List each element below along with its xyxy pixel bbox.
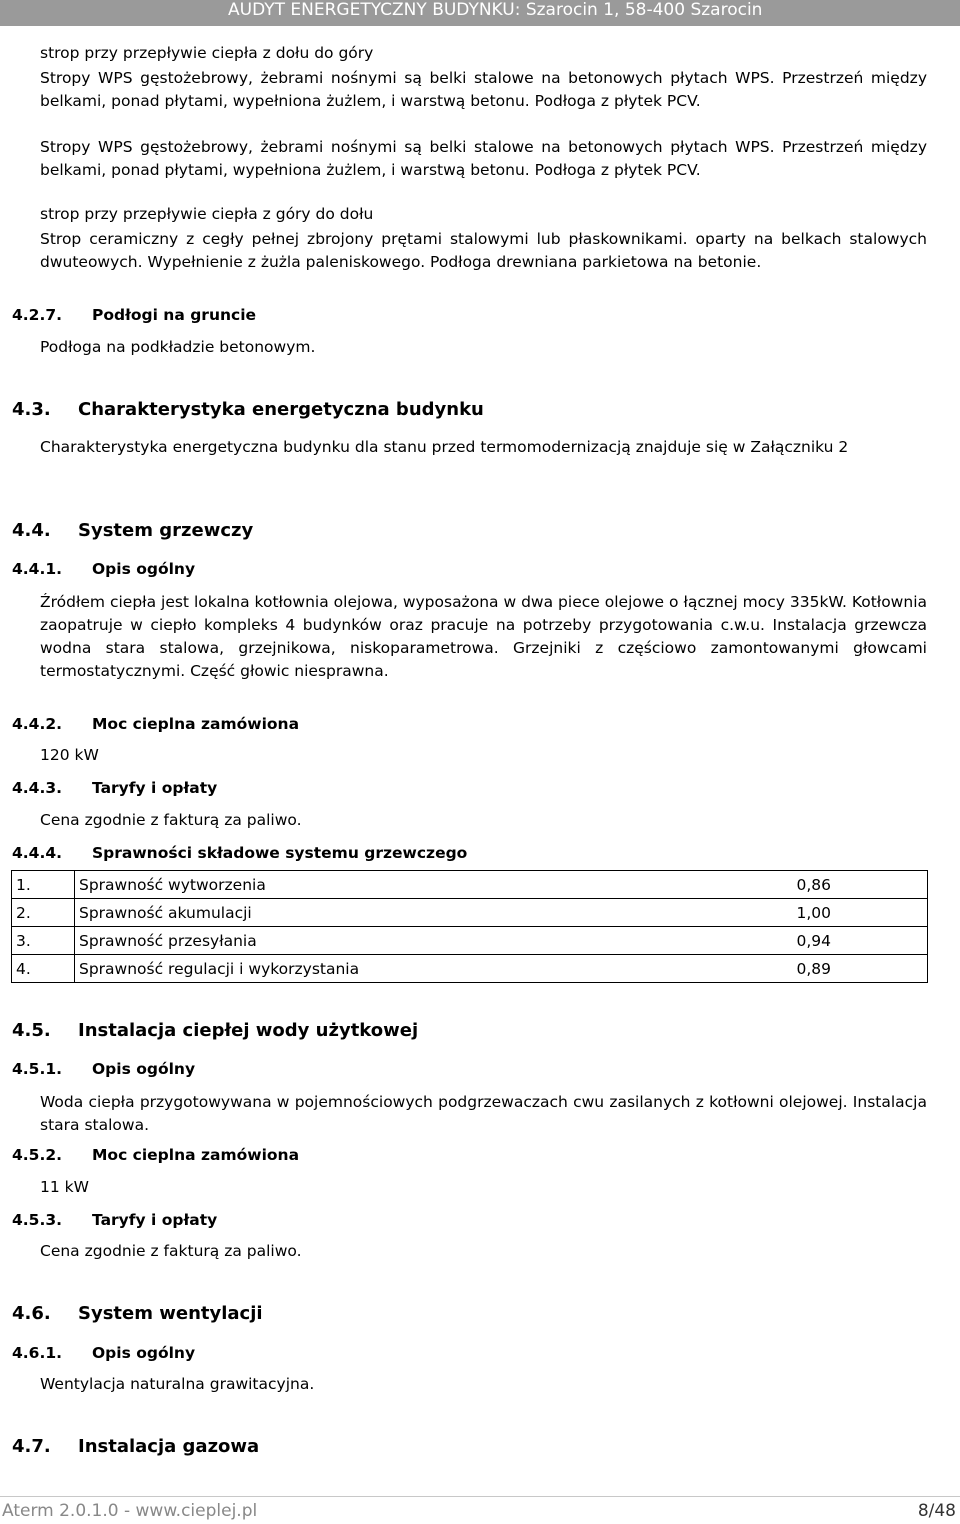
footer-software-label: Aterm 2.0.1.0 - www.cieplej.pl	[2, 1501, 258, 1521]
section-4-4-2-heading	[12, 715, 299, 733]
section-number: 4.4.	[12, 520, 51, 541]
row-value: 0,94	[747, 927, 928, 955]
section-title: Charakterystyka energetyczna budynku	[78, 399, 484, 420]
table-row	[12, 927, 928, 955]
page-header	[0, 0, 960, 26]
section-title: System wentylacji	[78, 1303, 263, 1324]
section-4-5-1-heading	[12, 1060, 195, 1078]
section-number: 4.2.7.	[12, 306, 63, 324]
section-4-4-1-heading	[12, 560, 195, 578]
section-4-5-2-text: 11 kW	[40, 1178, 89, 1196]
section-number: 4.5.	[12, 1020, 51, 1041]
section-title: Opis ogólny	[92, 1060, 196, 1078]
section-4-7-heading	[12, 1436, 259, 1457]
section-4-2-7-heading	[12, 306, 256, 324]
section-number: 4.4.3.	[12, 779, 63, 797]
row-label: Sprawność regulacji i wykorzystania	[75, 955, 748, 983]
row-number: 4.	[12, 955, 75, 983]
section-title: Moc cieplna zamówiona	[92, 715, 300, 733]
section-4-5-3-heading	[12, 1211, 217, 1229]
section-title: Instalacja gazowa	[78, 1436, 260, 1457]
section-title: Podłogi na gruncie	[92, 306, 257, 324]
header-title: AUDYT ENERGETYCZNY BUDYNKU: Szarocin 1, 58-400 Szarocin	[228, 0, 763, 20]
row-number: 1.	[12, 871, 75, 899]
section-4-5-2-heading	[12, 1146, 299, 1164]
row-label: Sprawność akumulacji	[75, 899, 748, 927]
row-label: Sprawność wytworzenia	[75, 871, 748, 899]
section-title: Sprawności składowe systemu grzewczego	[92, 844, 468, 862]
section-number: 4.6.	[12, 1303, 51, 1324]
section-4-5-1-text: Woda ciepła przygotowywana w pojemnościowych podgrzewaczach cwu zasilanych z kotłowni olejowej. Instalacja stara stalowa.	[40, 1093, 927, 1134]
section-4-3-heading	[12, 399, 484, 420]
efficiency-table	[11, 870, 928, 983]
section-title: Taryfy i opłaty	[92, 779, 218, 797]
section-4-4-4-heading	[12, 844, 467, 862]
row-number: 2.	[12, 899, 75, 927]
section-number: 4.4.4.	[12, 844, 63, 862]
section-4-2-7-text: Podłoga na podkładzie betonowym.	[40, 338, 316, 356]
section-4-3-text: Charakterystyka energetyczna budynku dla stanu przed termomodernizacją znajduje się w Załączniku 2	[40, 438, 849, 456]
section-title: Moc cieplna zamówiona	[92, 1146, 300, 1164]
section-4-5-3-text: Cena zgodnie z fakturą za paliwo.	[40, 1242, 302, 1260]
section-number: 4.5.3.	[12, 1211, 63, 1229]
floor-heading-up: strop przy przepływie ciepła z dołu do góry	[40, 44, 374, 62]
row-number: 3.	[12, 927, 75, 955]
floor-heading-down: strop przy przepływie ciepła z góry do dołu	[40, 205, 374, 223]
page-number: 8/48	[917, 1501, 956, 1521]
section-4-4-2-text: 120 kW	[40, 746, 99, 764]
section-number: 4.4.1.	[12, 560, 63, 578]
table-row	[12, 955, 928, 983]
section-number: 4.3.	[12, 399, 51, 420]
section-4-4-1-text: Źródłem ciepła jest lokalna kotłownia olejowa, wyposażona w dwa piece olejowe o łącznej mocy 335kW. Kotłownia zaopatruje w ciepło kompleks 4 budynków oraz pracuje na potrzeby przygotowania c.w.u. Instalacja grzewcza wodna stara stalowa, grzejnikowa, niskoparametrowa. Grzejniki z częściowo zamontowanymi głowcami termostatycznymi. Część głowic niesprawna.	[40, 593, 927, 680]
table-row	[12, 899, 928, 927]
section-4-4-3-heading	[12, 779, 217, 797]
footer-divider	[0, 1496, 960, 1497]
section-number: 4.7.	[12, 1436, 51, 1457]
section-4-6-heading	[12, 1303, 263, 1324]
section-4-4-3-text: Cena zgodnie z fakturą za paliwo.	[40, 811, 302, 829]
row-label: Sprawność przesyłania	[75, 927, 748, 955]
floor-paragraph-1: Stropy WPS gęstożebrowy, żebrami nośnymi są belki stalowe na betonowych płytach WPS. Przestrzeń między belkami, ponad płytami, wypełniona żużlem, i warstwą betonu. Podłoga z płytek PCV.	[40, 69, 927, 110]
section-number: 4.4.2.	[12, 715, 63, 733]
table-row	[12, 871, 928, 899]
section-title: System grzewczy	[78, 520, 254, 541]
row-value: 0,89	[747, 955, 928, 983]
section-4-6-1-heading	[12, 1344, 195, 1362]
section-number: 4.6.1.	[12, 1344, 63, 1362]
section-title: Instalacja ciepłej wody użytkowej	[78, 1020, 419, 1041]
section-4-5-heading	[12, 1020, 418, 1041]
row-value: 0,86	[747, 871, 928, 899]
section-number: 4.5.2.	[12, 1146, 63, 1164]
section-4-4-heading	[12, 520, 253, 541]
floor-paragraph-3: Strop ceramiczny z cegły pełnej zbrojony prętami stalowymi lub płaskownikami. oparty na belkach stalowych dwuteowych. Wypełnienie z żużla paleniskowego. Podłoga drewniana parkietowa na betonie.	[40, 230, 927, 271]
section-4-6-1-text: Wentylacja naturalna grawitacyjna.	[40, 1375, 315, 1393]
section-title: Opis ogólny	[92, 560, 196, 578]
row-value: 1,00	[747, 899, 928, 927]
floor-paragraph-2: Stropy WPS gęstożebrowy, żebrami nośnymi są belki stalowe na betonowych płytach WPS. Przestrzeń między belkami, ponad płytami, wypełniona żużlem, i warstwą betonu. Podłoga z płytek PCV.	[40, 138, 927, 179]
section-title: Taryfy i opłaty	[92, 1211, 218, 1229]
section-title: Opis ogólny	[92, 1344, 196, 1362]
section-number: 4.5.1.	[12, 1060, 63, 1078]
